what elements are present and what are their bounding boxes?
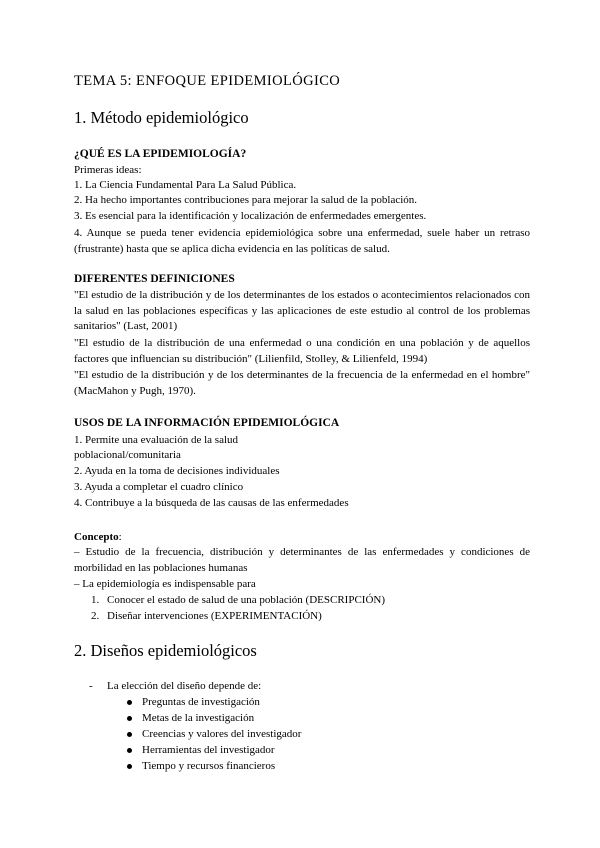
bullet-icon [127,748,132,753]
list-item: 1. La Ciencia Fundamental Para La Salud Pública. [74,179,297,191]
item-text: Conocer el estado de salud de una población (DESCRIPCIÓN) [107,594,385,606]
bullet-icon [127,700,132,705]
item-text: Diseñar intervenciones (EXPERIMENTACIÓN) [107,610,322,622]
dash-marker: - [89,680,93,692]
list-item: 2. Ayuda en la toma de decisiones individuales [74,465,280,477]
bullet-text: Preguntas de investigación [142,696,260,708]
definiciones-heading: DIFERENTES DEFINICIONES [74,273,235,285]
que-es-intro: Primeras ideas: [74,164,142,176]
design-intro: La elección del diseño depende de: [107,680,262,692]
list-item-continuation: poblacional/comunitaria [74,449,181,461]
numbered-item [91,609,511,624]
section-2-heading: 2. Diseños epidemiológicos [74,641,257,660]
item-number: 1. [91,594,100,606]
bullet-item [127,696,427,711]
definition-3: "El estudio de la distribución y de los determinantes de la frecuencia de la enfermedad en el hombre" (MacMahon y Pugh, 1970). [74,369,530,397]
numbered-item [91,593,511,608]
section-1-heading: 1. Método epidemiológico [74,108,249,127]
bullet-item [127,728,427,743]
definition-2: "El estudio de la distribución de una enfermedad o una condición en una población y de aquellos factores que influencian su distribución" (Lilienfild, Stolley, & Lilienfeld, 1994) [74,337,530,365]
definition-1: "El estudio de la distribución y de los determinantes de los estados o acontecimientos relacionados con la salud en las poblaciones específicas y las aplicaciones de este estudio al control de los problemas sanitarios" (Last, 2001) [74,289,530,332]
concepto-heading [74,530,122,545]
concepto-colon: : [118,531,122,543]
bullet-item [127,760,427,775]
bullet-icon [127,764,132,769]
usos-heading: USOS DE LA INFORMACIÓN EPIDEMIOLÓGICA [74,417,340,429]
list-item: 3. Es esencial para la identificación y localización de enfermedades emergentes. [74,210,427,222]
bullet-icon [127,716,132,721]
list-item: 2. Ha hecho importantes contribuciones para mejorar la salud de la población. [74,194,418,206]
list-item: 3. Ayuda a completar el cuadro clínico [74,481,244,493]
bullet-text: Herramientas del investigador [142,744,275,756]
list-item: 4. Contribuye a la búsqueda de las causas de las enfermedades [74,497,349,509]
document-title: TEMA 5: ENFOQUE EPIDEMIOLÓGICO [74,73,341,89]
bullet-item [127,744,427,759]
bullet-icon [127,732,132,737]
bullet-text: Creencias y valores del investigador [142,728,302,740]
list-item: 1. Permite una evaluación de la salud [74,434,239,446]
concepto-label: Concepto [74,531,119,543]
bullet-text: Tiempo y recursos financieros [142,760,276,772]
que-es-heading: ¿QUÉ ES LA EPIDEMIOLOGÍA? [74,148,247,160]
bullet-item [127,712,427,727]
item-number: 2. [91,610,100,622]
concepto-line-2: – La epidemiología es indispensable para [74,578,256,590]
bullet-text: Metas de la investigación [142,712,255,724]
list-item: 4. Aunque se pueda tener evidencia epidemiológica sobre una enfermedad, suele haber un retraso (frustrante) hasta que se aplica dicha evidencia en las políticas de salud. [74,227,530,255]
concepto-line-1: – Estudio de la frecuencia, distribución y determinantes de las enfermedades y condiciones de morbilidad en las poblaciones humanas [74,546,530,574]
